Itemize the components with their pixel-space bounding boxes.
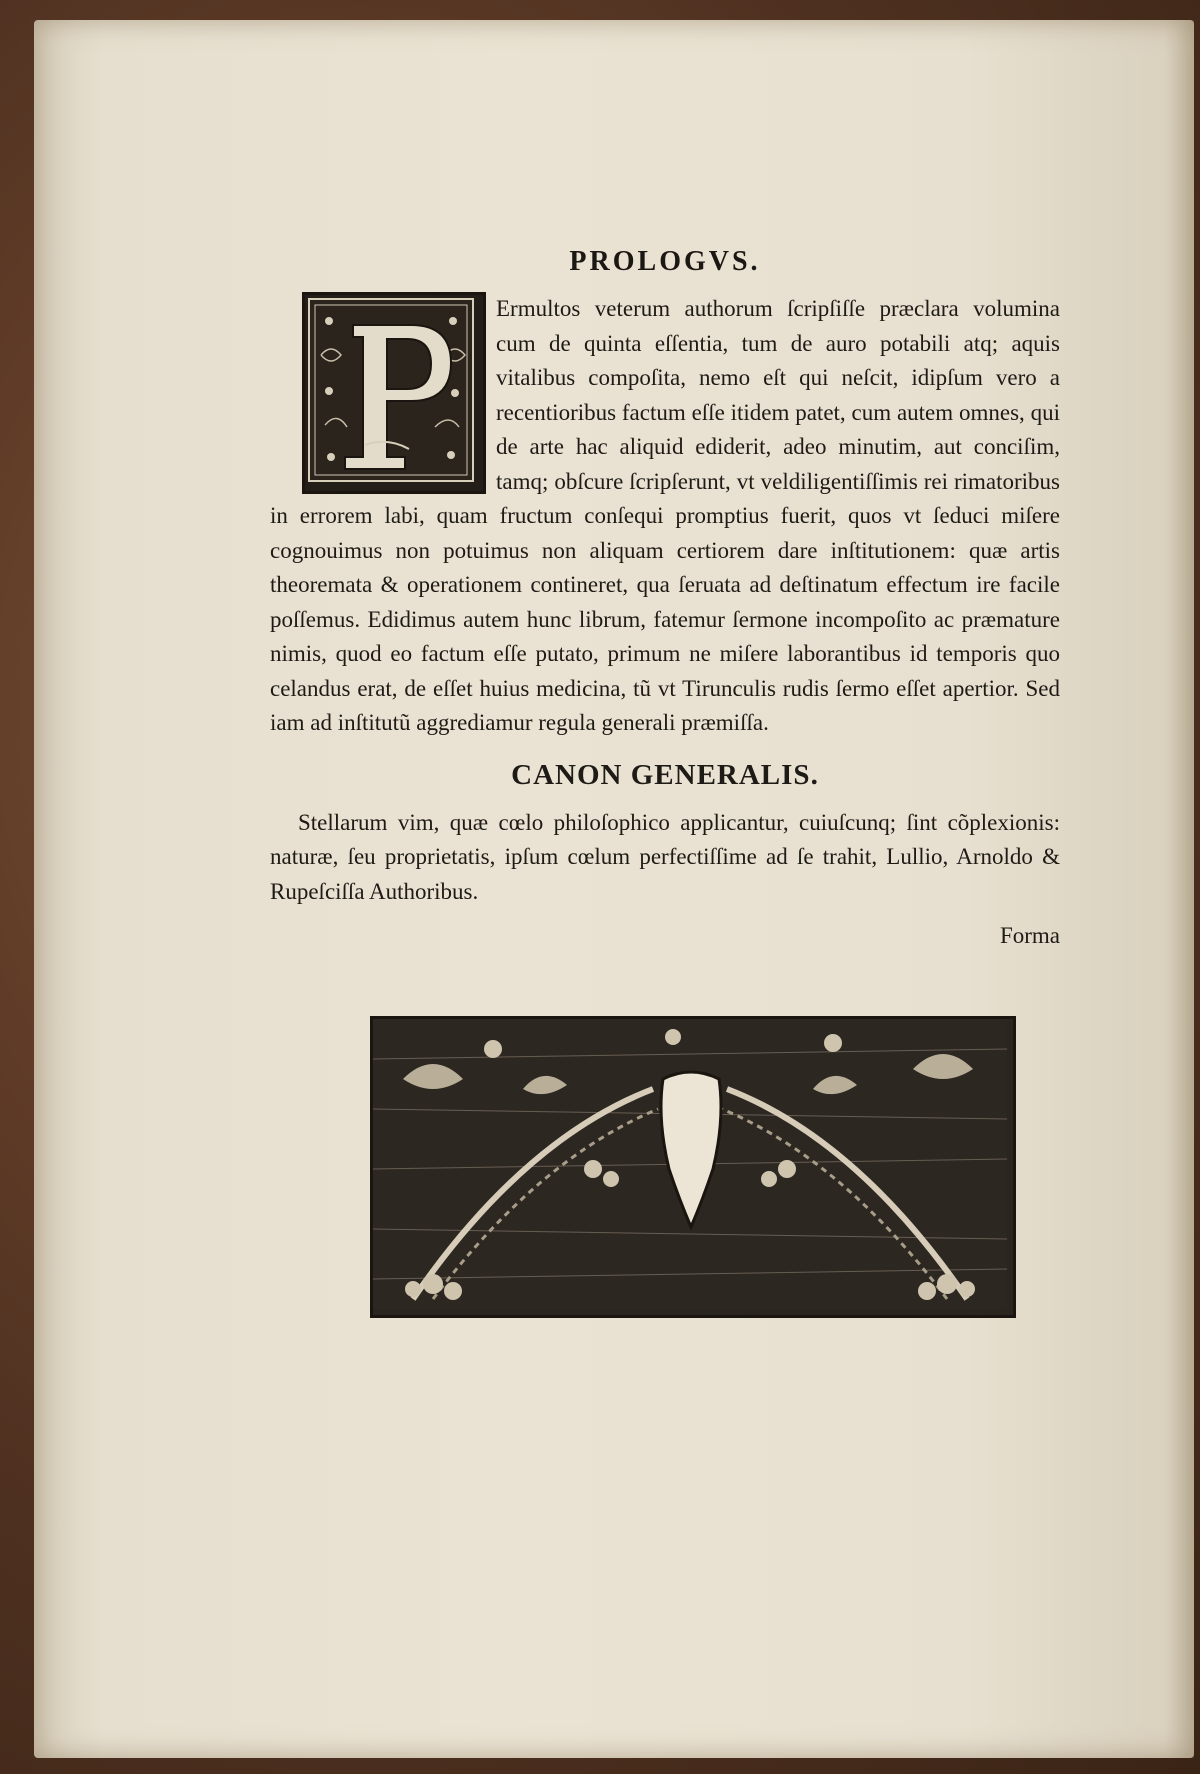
woodcut-ornament-image (370, 1016, 1016, 1318)
ornamental-initial-svg (305, 295, 477, 485)
prologue-body-text: Ermultos veterum authorum ſcripſiſſe præclara volumina cum de quinta eſſentia, tum de auro potabili atq; aquis vitalibus compoſita, nemo eſt qui neſcit, idipſum vero a recentioribus factum eſſe itidem patet, cum autem omnes, qui de arte hac aliquid ediderit, adeo minutim, aut conciſim, tamq; obſcure ſcripſerunt, vt veldiligentiſſimis rei rimatoribus in errorem labi, quam fructum conſequi promptius fuerit, quos vt ſeduci miſere cognouimus non potuimus non aliquam certiorem dare inſtitutionem: quæ artis theoremata & operationem contineret, qua ſeruata ad deſtinatum effectum ire facile poſſemus. Edidimus autem hunc librum, fatemur ſermone incompoſito ac præmature nimis, quod eo factum eſſe putato, primum ne miſere laborantibus id temporis quo celandus erat, de eſſet huius medicina, tũ vt Tirunculis rudis ſermo eſſet apertior. Sed iam ad inſtitutũ aggrediamur regula generali præmiſſa. (270, 296, 1060, 735)
woodcut-ornament-svg (373, 1019, 1007, 1309)
catchword: Forma (999, 923, 1060, 948)
text-block (270, 246, 1060, 949)
canon-title: CANON GENERALIS. (511, 758, 819, 791)
prologue-title: PROLOGVS. (569, 246, 761, 277)
page-edge-shadow (1164, 20, 1194, 1758)
canon-body-text: Stellarum vim, quæ cœlo philoſophico applicantur, cuiuſcunq; ſint cõplexionis: naturæ, ſeu proprietatis, ipſum cœlum perfectiſſime ad ſe trahit, Lullio, Arnoldo & Rupeſciſſa Authoribus. (270, 809, 1060, 904)
decorated-initial-letter-image (302, 292, 486, 494)
